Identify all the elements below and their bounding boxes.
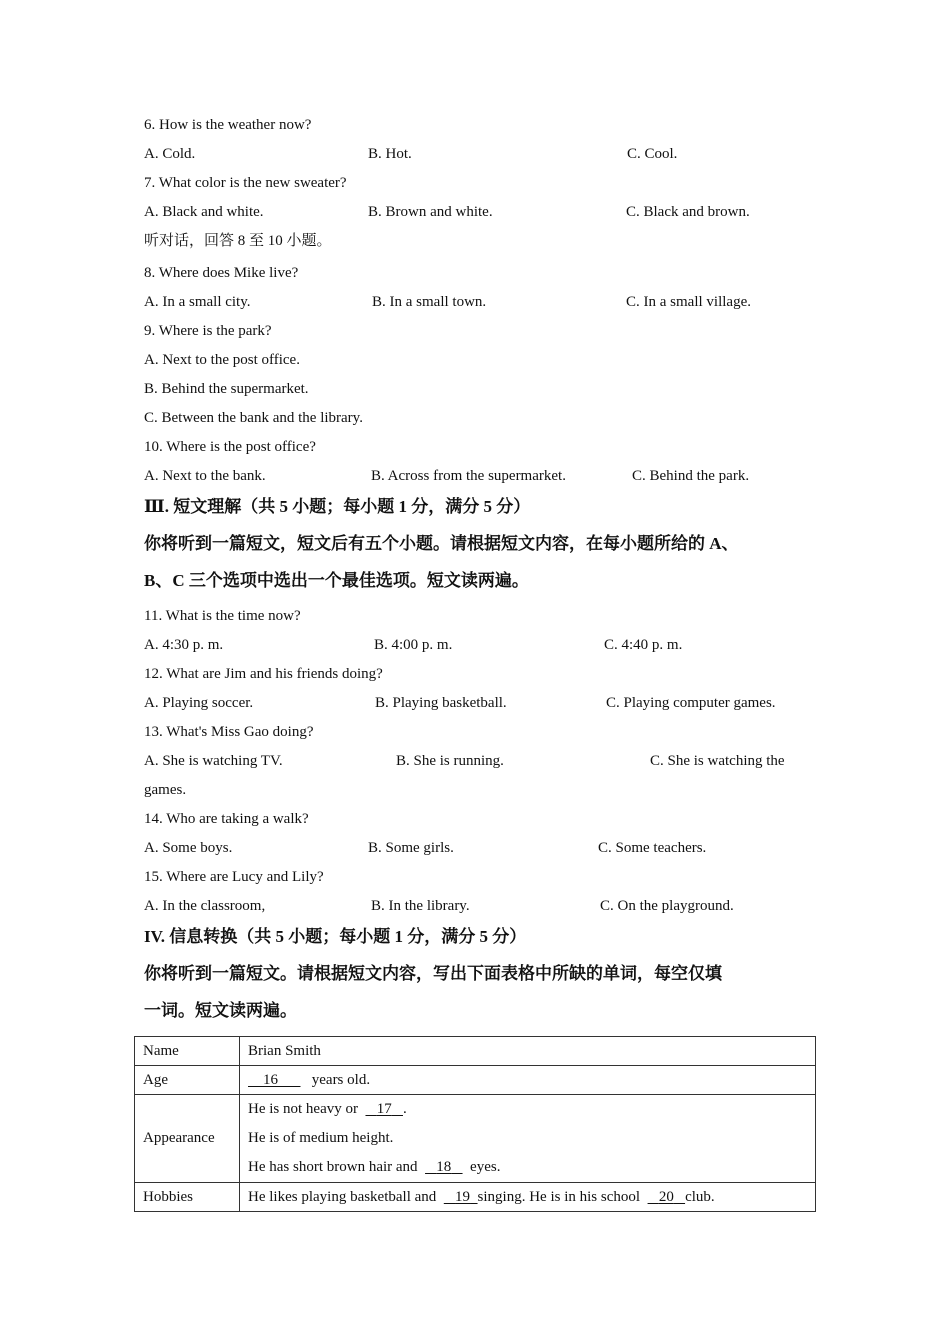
q13-option-c: C. She is watching the [650,753,785,769]
question-9: 9. Where is the park? [144,323,272,339]
q8-option-a: A. In a small city. [144,294,251,310]
q10-option-c: C. Behind the park. [632,468,750,484]
section-4-intro-line-1: 你将听到一篇短文。请根据短文内容，写出下面表格中所缺的单词，每空仅填 [144,964,722,983]
blank-18 [425,1153,463,1182]
instruction-8-10: 听对话，回答 8 至 10 小题。 [144,233,332,249]
blank-19 [444,1189,478,1206]
q11-option-a: A. 4:30 p. m. [144,637,224,653]
q6-option-c: C. Cool. [627,146,678,162]
name-label: Name [135,1037,240,1066]
q7-option-a: A. Black and white. [144,204,264,220]
appearance-line-3-end: eyes. [470,1159,501,1175]
question-15: 15. Where are Lucy and Lily? [144,869,324,885]
table-row-age [135,1066,816,1095]
appearance-label: Appearance [135,1095,240,1183]
question-6: 6. How is the weather now? [144,117,312,133]
q12-option-b: B. Playing basketball. [375,695,507,711]
section-3-intro-line-2: B、C 三个选项中选出一个最佳选项。短文读两遍。 [144,571,529,590]
section-4-intro-line-2: 一词。短文读两遍。 [144,1001,297,1020]
blank-16 [248,1072,301,1089]
blank-20-number: 20 [658,1188,674,1205]
name-value: Brian Smith [240,1037,816,1066]
question-11: 11. What is the time now? [144,608,301,624]
q15-option-c: C. On the playground. [600,898,734,914]
hobbies-text-1: He likes playing basketball and [248,1188,437,1205]
age-cell [240,1066,816,1095]
blank-16-number: 16 [263,1071,278,1088]
appearance-line-1-text: He is not heavy or [248,1101,358,1117]
q15-option-a: A. In the classroom, [144,898,266,914]
q9-option-b: B. Behind the supermarket. [144,381,309,397]
q9-option-a: A. Next to the post office. [144,352,300,368]
q8-option-c: C. In a small village. [626,294,751,310]
hobbies-cell [240,1183,816,1212]
question-12: 12. What are Jim and his friends doing? [144,666,383,682]
q7-option-c: C. Black and brown. [626,204,750,220]
question-8: 8. Where does Mike live? [144,265,299,281]
q14-option-b: B. Some girls. [368,840,454,856]
q11-option-b: B. 4:00 p. m. [374,637,453,653]
blank-18-number: 18 [436,1159,452,1175]
q8-option-b: B. In a small town. [372,294,487,310]
blank-17 [365,1095,403,1124]
q13-option-b: B. She is running. [396,753,504,769]
appearance-cell [240,1095,816,1183]
appearance-line-2: He is of medium height. [248,1130,394,1146]
q10-option-b: B. Across from the supermarket. [371,468,566,484]
appearance-line-1-end: . [402,1101,407,1117]
q15-option-b: B. In the library. [371,898,470,914]
appearance-line-3 [248,1153,807,1182]
table-row-name [135,1037,816,1066]
q10-option-a: A. Next to the bank. [144,468,266,484]
question-7: 7. What color is the new sweater? [144,175,347,191]
hobbies-end: club. [685,1188,715,1205]
q14-option-c: C. Some teachers. [598,840,707,856]
q13-option-c-continued: games. [144,782,187,798]
question-14: 14. Who are taking a walk? [144,811,309,827]
section-4-heading: IV. 信息转换（共 5 小题；每小题 1 分，满分 5 分） [144,927,527,946]
appearance-line-3-text: He has short brown hair and [248,1159,418,1175]
age-label: Age [135,1066,240,1095]
q12-option-a: A. Playing soccer. [144,695,254,711]
q11-option-c: C. 4:40 p. m. [604,637,683,653]
section-3-heading: Ⅲ. 短文理解（共 5 小题；每小题 1 分，满分 5 分） [144,497,531,516]
hobbies-text-2: singing. He is in his school [477,1188,641,1205]
section-3-intro-line-1: 你将听到一篇短文，短文后有五个小题。请根据短文内容，在每小题所给的 A、 [144,534,739,553]
q9-option-c: C. Between the bank and the library. [144,410,363,426]
blank-20 [648,1189,686,1206]
appearance-line-1 [248,1095,807,1124]
q13-option-a: A. She is watching TV. [144,753,283,769]
q7-option-b: B. Brown and white. [368,204,493,220]
question-10: 10. Where is the post office? [144,439,316,455]
q14-option-a: A. Some boys. [144,840,233,856]
blank-19-number: 19 [455,1188,471,1205]
q6-option-a: A. Cold. [144,146,196,162]
info-table [134,1036,816,1212]
blank-17-number: 17 [376,1101,392,1117]
table-row-hobbies [135,1183,816,1212]
question-13: 13. What's Miss Gao doing? [144,724,314,740]
q12-option-c: C. Playing computer games. [606,695,776,711]
age-text: years old. [311,1071,371,1088]
hobbies-label: Hobbies [135,1183,240,1212]
q6-option-b: B. Hot. [368,146,412,162]
table-row-appearance [135,1095,816,1183]
